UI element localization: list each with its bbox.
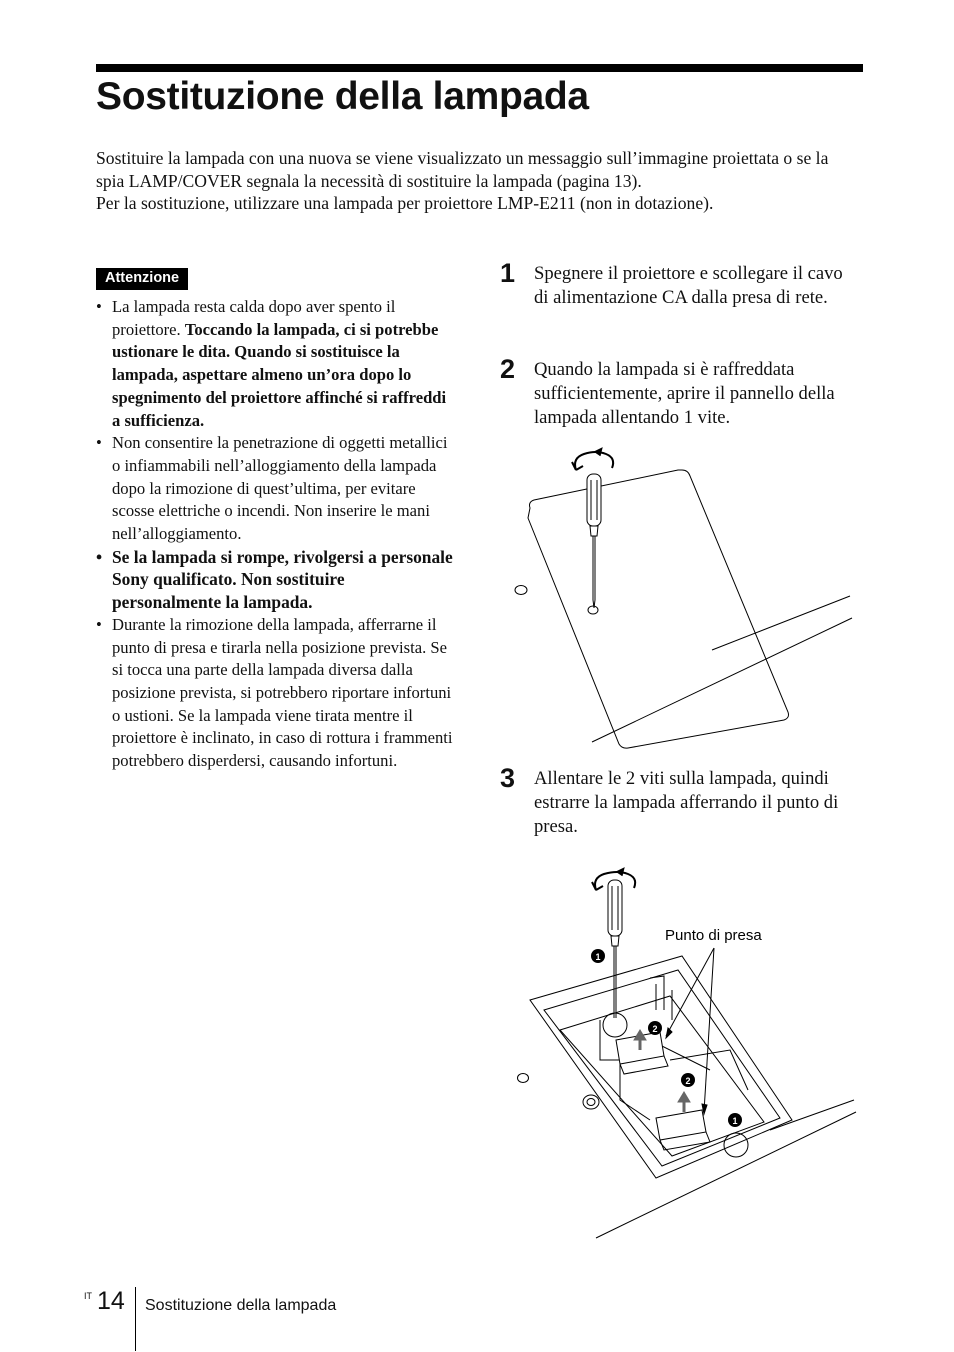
bullet: • <box>96 546 103 567</box>
marker-2-top <box>648 1021 662 1035</box>
caution-item <box>96 432 456 546</box>
marker-1-top <box>591 949 605 963</box>
svg-text:1: 1 <box>595 952 601 962</box>
caution-label: Attenzione <box>96 268 188 290</box>
caution-text-bold: Se la lampada si rompe, rivolgersi a personale Sony qualificato. Non sostituire personalmente la lampada. <box>112 546 453 613</box>
caution-item <box>96 614 456 773</box>
caution-item <box>96 546 456 614</box>
step-text: Spegnere il proiettore e scollegare il cavo di alimentazione CA dalla presa di rete. <box>534 263 843 308</box>
figure-remove-lamp <box>500 860 870 1245</box>
step-text: Quando la lampada si è raffreddata sufficientemente, aprire il pannello della lampada allentando 1 vite. <box>534 359 835 428</box>
intro-paragraph-1: Sostituire la lampada con una nuova se viene visualizzato un messaggio sull’immagine proiettata o se la spia LAMP/COVER segnala la necessità di sostituire la lampada (pagina 13). <box>96 148 829 191</box>
footer-section-title: Sostituzione della lampada <box>145 1297 337 1314</box>
caution-list <box>96 296 456 773</box>
step-3 <box>500 763 860 839</box>
footer-language-code: IT <box>84 1291 92 1301</box>
hole <box>515 586 527 595</box>
footer-divider <box>135 1287 136 1351</box>
screw-2 <box>724 1133 748 1157</box>
marker-1-bottom <box>728 1113 742 1127</box>
screwdriver-handle <box>608 880 622 936</box>
lamp-cover-panel <box>528 470 789 748</box>
step-number: 1 <box>500 258 516 288</box>
step-text: Allentare le 2 viti sulla lampada, quindi estrarre la lampada afferrando il punto di presa. <box>534 768 839 837</box>
intro-paragraph-2: Per la sostituzione, utilizzare una lampada per proiettore LMP-E211 (non in dotazione). <box>96 193 714 214</box>
caution-text-bold: Toccando la lampada, ci si potrebbe ustionare le dita. Quando si sostituisce la lampada, aspettare almeno un’ora dopo lo spegnimento del proiettore affinché si raffreddi a sufficienza. <box>112 319 447 430</box>
figure-open-lamp-cover <box>500 440 870 750</box>
screw-1 <box>603 1013 627 1037</box>
svg-text:2: 2 <box>652 1024 658 1034</box>
footer-page-number: 14 <box>97 1287 125 1315</box>
marker-2-bottom <box>681 1073 695 1087</box>
caution-section <box>96 268 456 773</box>
caution-text: Durante la rimozione della lampada, afferrarne il punto di presa e tirarla nella posizione prevista. Se si tocca una parte della lampada diversa dalla posizione prevista, si potrebbero riportare infortuni o ustioni. Se la lampada viene tirata mentre il proiettore è inclinato, in caso di rottura i frammenti potrebbero disperdersi, causando infortuni. <box>112 614 453 771</box>
step-1 <box>500 258 860 310</box>
svg-text:1: 1 <box>732 1116 738 1126</box>
caution-text: La lampada resta calda dopo aver spento il proiettore. <box>112 297 396 339</box>
bullet: • <box>96 297 102 316</box>
page-title: Sostituzione della lampada <box>96 75 589 118</box>
grip-point-label: Punto di presa <box>665 927 762 944</box>
step-2 <box>500 354 860 430</box>
svg-text:2: 2 <box>685 1076 691 1086</box>
screwdriver-handle <box>587 474 601 526</box>
title-rule <box>96 64 863 72</box>
intro-text <box>96 147 836 215</box>
caution-text: Non consentire la penetrazione di oggetti metallici o infiammabili nell’alloggiamento della lampada dopo la rimozione di quest’ultima, per evitare scosse elettriche o incendi. Non inserire le mani nell’alloggiamento. <box>112 433 448 544</box>
step-number: 3 <box>500 763 516 793</box>
step-number: 2 <box>500 354 516 384</box>
bullet: • <box>96 433 102 453</box>
bullet: • <box>96 614 102 634</box>
caution-item <box>96 296 456 432</box>
